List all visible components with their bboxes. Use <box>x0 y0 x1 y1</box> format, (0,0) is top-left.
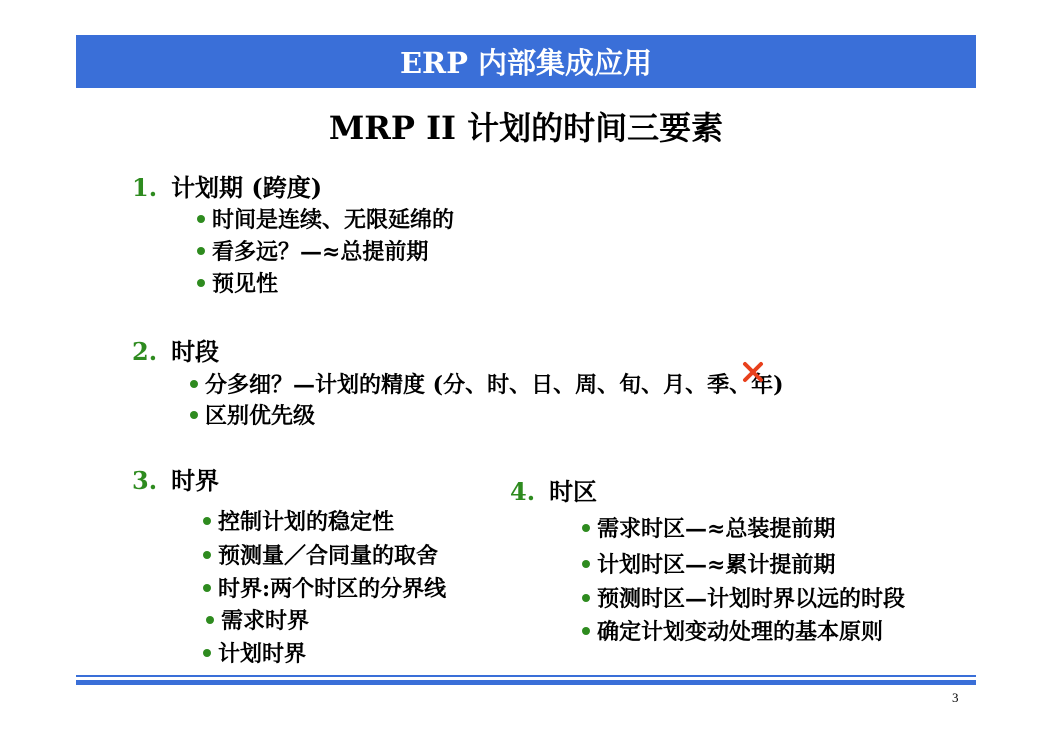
list-item: 时间是连续、无限延绵的 <box>197 203 454 234</box>
list-item: 区别优先级 <box>190 399 315 430</box>
footer-divider <box>76 680 976 685</box>
list-item: 看多远？—≈总提前期 <box>197 235 428 266</box>
section-title: 时区 <box>549 477 598 506</box>
bullet-icon <box>203 649 211 657</box>
list-item: 预测量／合同量的取舍 <box>203 539 438 570</box>
bullet-icon <box>203 517 211 525</box>
section-number: 4. <box>510 477 536 506</box>
bullet-icon <box>582 594 590 602</box>
section-title: 时界 <box>171 466 220 495</box>
cross-mark-icon <box>741 360 765 384</box>
bullet-icon <box>203 584 211 592</box>
section-3-heading <box>132 461 219 496</box>
bullet-icon <box>582 627 590 635</box>
bullet-icon <box>582 524 590 532</box>
bullet-icon <box>197 279 205 287</box>
bullet-icon <box>190 411 198 419</box>
list-item: 分多细？—计划的精度 (分、时、日、周、旬、月、季、年) <box>190 368 783 399</box>
page-number: 3 <box>952 690 959 705</box>
list-item: 确定计划变动处理的基本原则 <box>582 615 883 646</box>
section-number: 2. <box>132 337 158 366</box>
list-item: 计划时界 <box>203 637 306 668</box>
section-number: 3. <box>132 466 158 495</box>
page-title: MRP II 计划的时间三要素 <box>328 109 724 147</box>
bullet-icon <box>206 616 214 624</box>
bullet-icon <box>582 560 590 568</box>
footer-divider <box>76 675 976 677</box>
list-item: 时界:两个时区的分界线 <box>203 572 446 603</box>
list-item: 预见性 <box>197 267 278 298</box>
section-1-heading <box>132 168 322 203</box>
header-bar <box>76 35 976 88</box>
section-number: 1. <box>132 173 158 202</box>
section-title: 计划期 (跨度) <box>171 173 323 202</box>
list-item: 计划时区—≈累计提前期 <box>582 548 835 579</box>
section-4-heading <box>510 472 597 507</box>
bullet-icon <box>203 551 211 559</box>
bullet-icon <box>197 215 205 223</box>
bullet-icon <box>197 247 205 255</box>
header-title: ERP 内部集成应用 <box>399 46 653 80</box>
list-item: 需求时界 <box>206 604 309 635</box>
bullet-icon <box>190 380 198 388</box>
section-2-heading <box>132 332 219 367</box>
section-title: 时段 <box>171 337 220 366</box>
list-item: 预测时区—计划时界以远的时段 <box>582 582 905 613</box>
list-item: 需求时区—≈总装提前期 <box>582 512 835 543</box>
list-item: 控制计划的稳定性 <box>203 505 394 536</box>
